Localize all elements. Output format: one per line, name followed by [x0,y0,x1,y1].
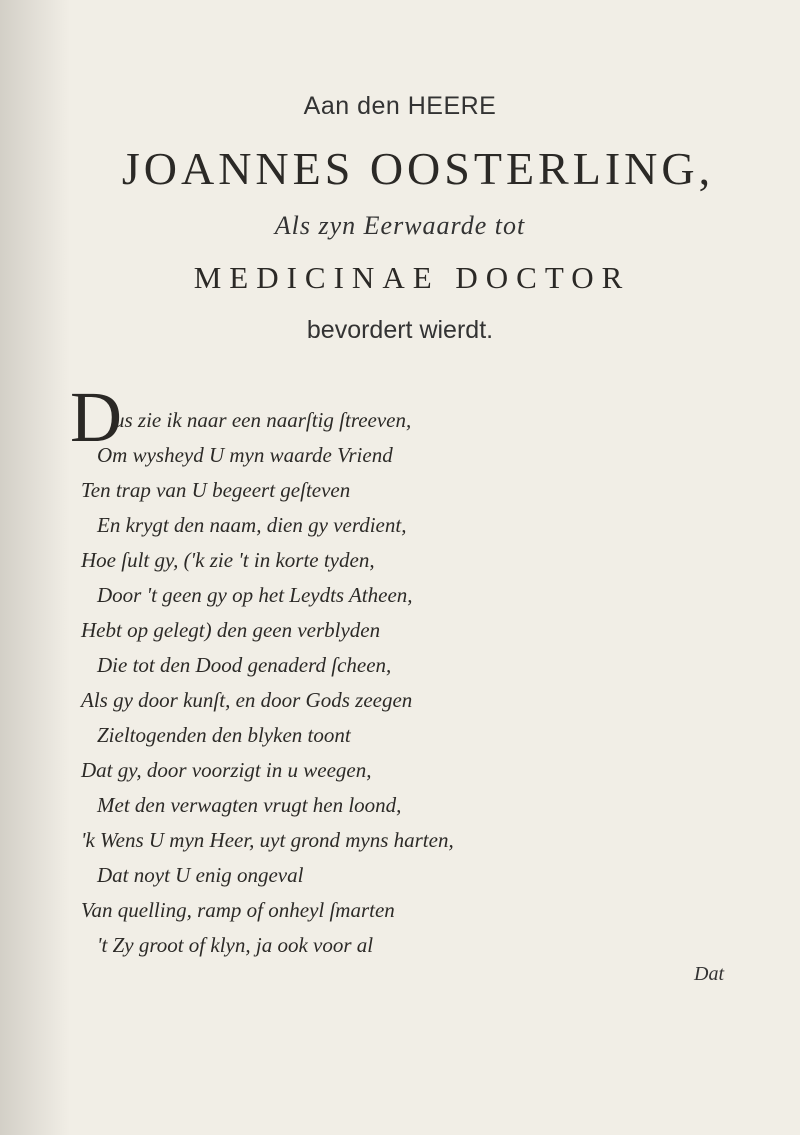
poem-line-1: us zie ik naar een naarſtig ſtreeven, [114,408,412,432]
poem-line-8: Die tot den Dood genaderd ſcheen, [97,653,392,677]
poem-line-3: Ten trap van U begeert geſteven [81,478,351,502]
catchword: Dat [694,963,724,985]
drop-cap: D [70,377,122,457]
poem-line-13: 'k Wens U myn Heer, uyt grond myns harten, [81,828,454,852]
poem-line-7: Hebt op gelegt) den geen verblyden [81,618,381,642]
poem-line-15: Van quelling, ramp of onheyl ſmarten [81,898,395,922]
poem-line-14: Dat noyt U enig ongeval [97,863,304,887]
poem-line-10: Zieltogenden den blyken toont [97,723,351,747]
poem-line-12: Met den verwagten vrugt hen loond, [97,793,402,817]
promotion-line: bevordert wierdt. [306,316,494,344]
dedication-line: Aan den HEERE [303,92,497,120]
dedicatee-name: JOANNES OOSTERLING, [121,143,715,194]
poem-line-6: Door 't geen gy op het Leydts Atheen, [97,583,413,607]
poem-line-5: Hoe ſult gy, ('k zie 't in korte tyden, [81,548,375,572]
poem-line-16: 't Zy groot of klyn, ja ook voor al [97,933,374,957]
poem-line-2: Om wysheyd U myn waarde Vriend [97,443,393,467]
poem-line-11: Dat gy, door voorzigt in u weegen, [81,758,372,782]
poem-line-9: Als gy door kunſt, en door Gods zeegen [81,688,413,712]
occasion-line: Als zyn Eerwaarde tot [274,211,526,240]
poem-line-4: En krygt den naam, dien gy verdient, [97,513,407,537]
degree-title: MEDICINAE DOCTOR [193,260,631,295]
